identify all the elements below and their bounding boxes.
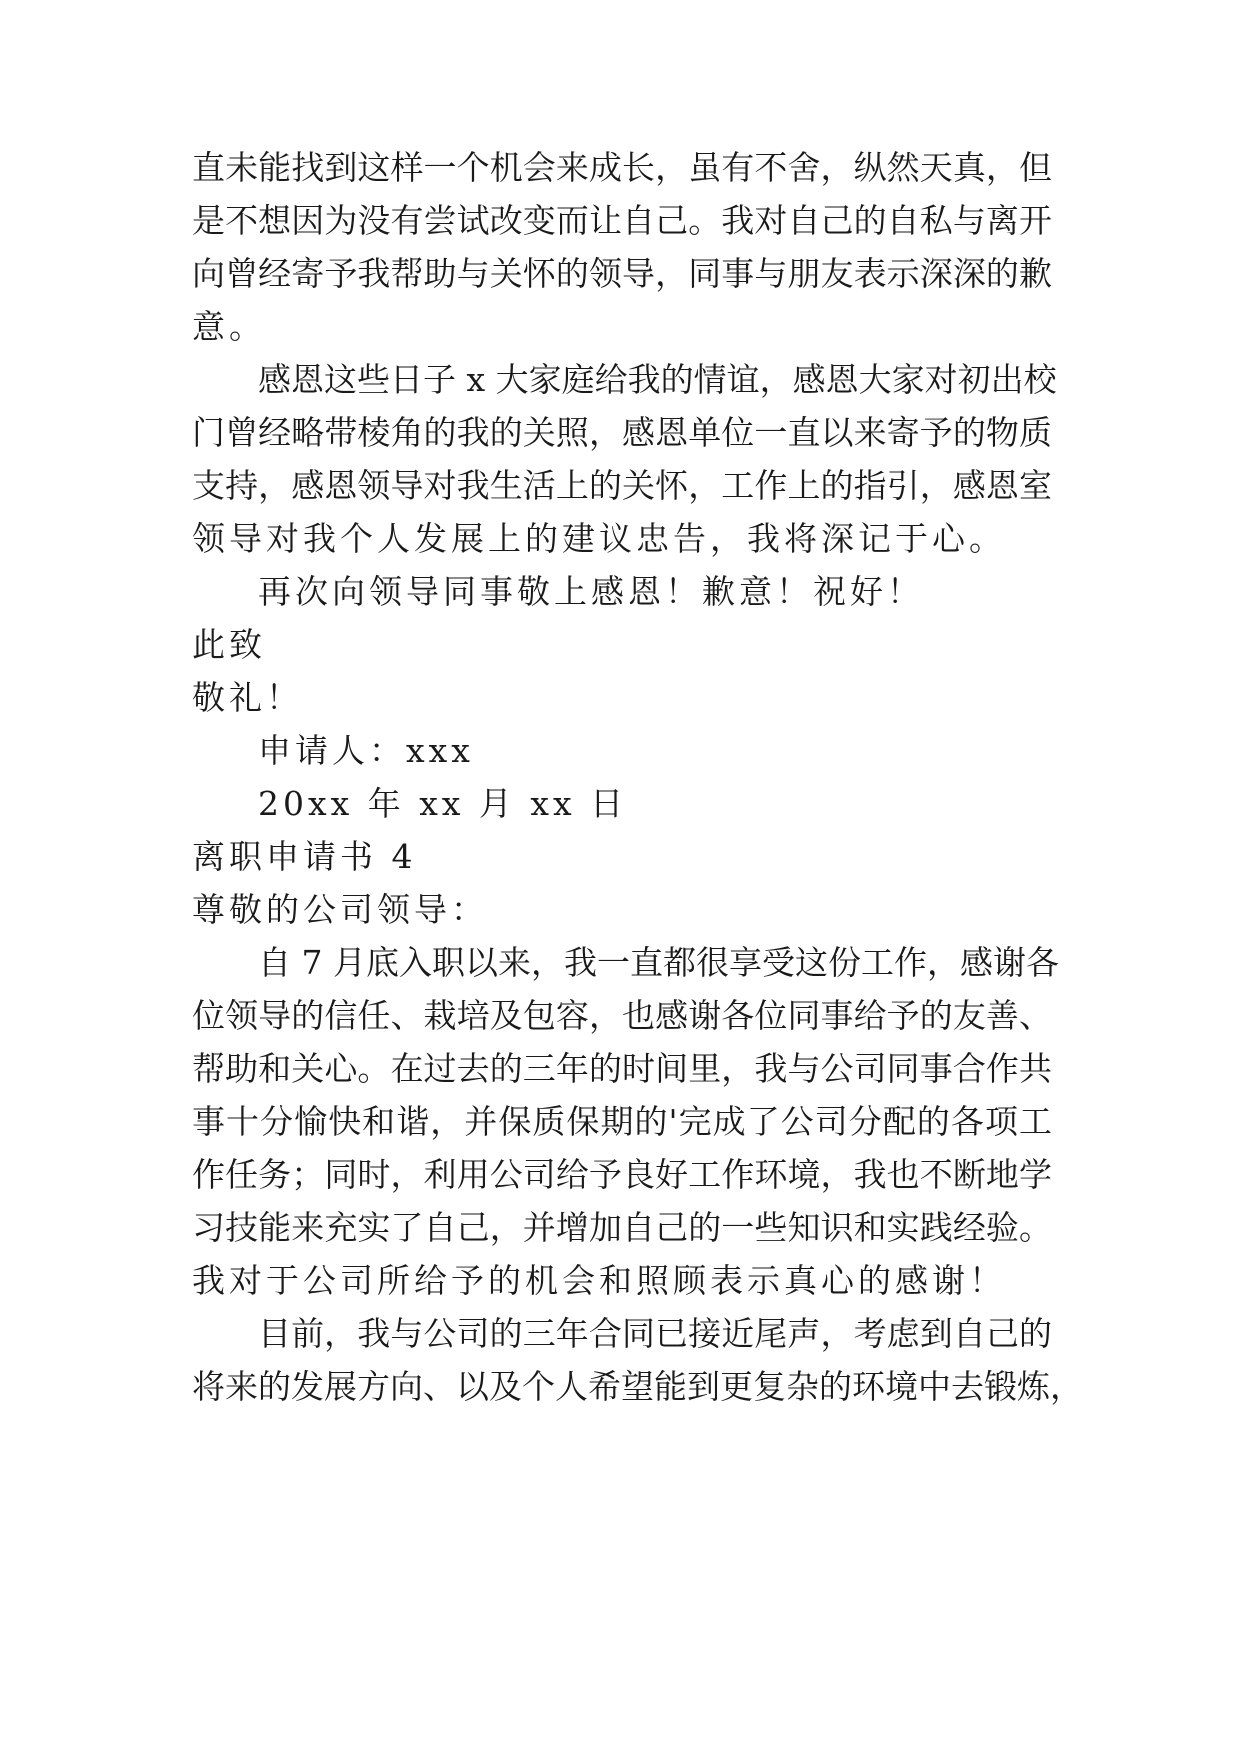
closing-regards: 敬礼！: [192, 678, 303, 717]
text-line: 习技能来充实了自己，并增加自己的一些知识和实践经验。: [192, 1208, 1052, 1247]
text-line: 事十分愉快和谐，并保质保期的'完成了公司分配的各项工: [192, 1102, 1052, 1141]
signature-date: 20xx 年 xx 月 xx 日: [258, 784, 628, 823]
text-line: 我对于公司所给予的机会和照顾表示真心的感谢！: [192, 1261, 1006, 1300]
text-line: 帮助和关心。在过去的三年的时间里，我与公司同事合作共: [192, 1049, 1052, 1088]
paragraph-first-line: 目前，我与公司的三年合同已接近尾声，考虑到自己的: [258, 1314, 1052, 1353]
text-line: 将来的发展方向、以及个人希望能到更复杂的环境中去锻炼，: [192, 1367, 1083, 1406]
section-heading: 离职申请书 4: [192, 837, 417, 876]
text-line: 是不想因为没有尝试改变而让自己。我对自己的自私与离开: [192, 201, 1052, 240]
text-line: 支持，感恩领导对我生活上的关怀，工作上的指引，感恩室: [192, 466, 1052, 505]
paragraph-first-line: 感恩这些日子 x 大家庭给我的情谊，感恩大家对初出校: [258, 360, 1057, 399]
text-line: 作任务；同时，利用公司给予良好工作环境，我也不断地学: [192, 1155, 1052, 1194]
letter-greeting: 尊敬的公司领导：: [192, 890, 488, 929]
paragraph-first-line: 自 7 月底入职以来，我一直都很享受这份工作，感谢各: [258, 943, 1059, 982]
paragraph-first-line: 再次向领导同事敬上感恩！歉意！祝好！: [258, 572, 924, 611]
text-line: 意。: [192, 307, 266, 346]
text-line: 向曾经寄予我帮助与关怀的领导，同事与朋友表示深深的歉: [192, 254, 1052, 293]
text-line: 领导对我个人发展上的建议忠告，我将深记于心。: [192, 519, 1006, 558]
text-line: 门曾经略带棱角的我的关照，感恩单位一直以来寄予的物质: [192, 413, 1052, 452]
applicant-signature: 申请人：xxx: [258, 731, 474, 770]
text-line: 位领导的信任、栽培及包容，也感谢各位同事给予的友善、: [192, 996, 1052, 1035]
closing-salutation: 此致: [192, 625, 266, 664]
text-line: 直未能找到这样一个机会来成长，虽有不舍，纵然天真，但: [192, 148, 1052, 187]
